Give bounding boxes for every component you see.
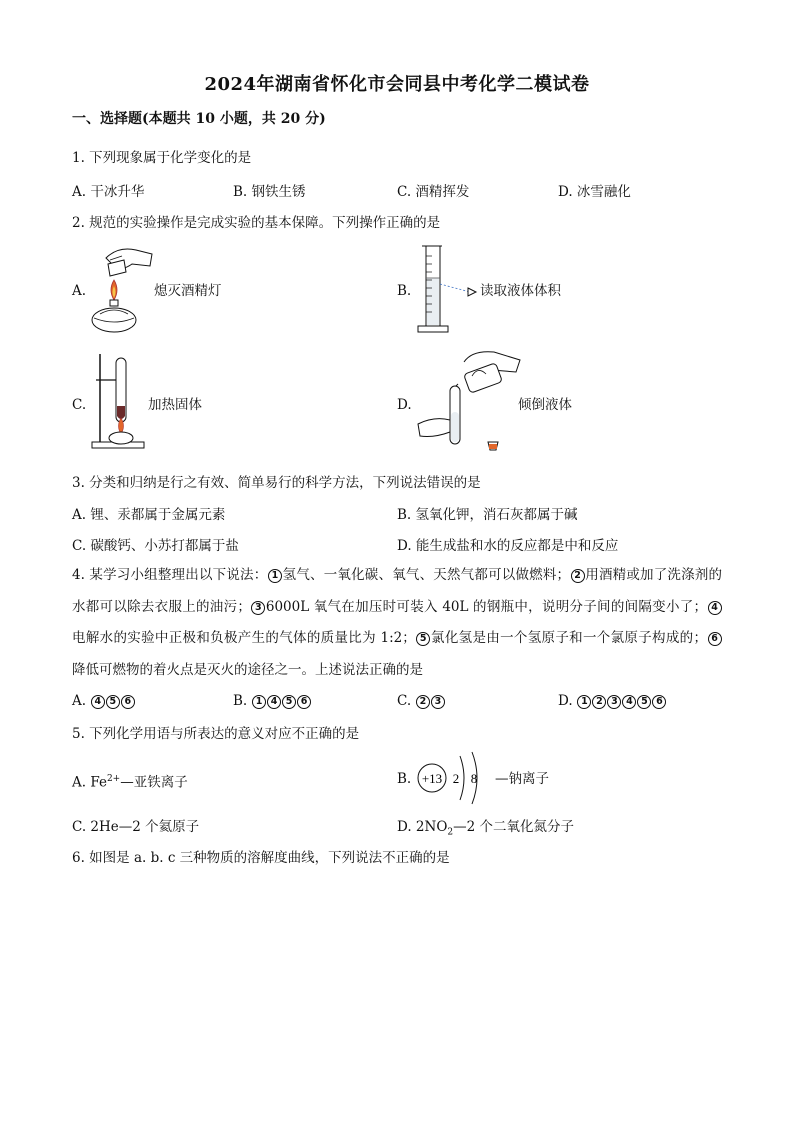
q4-option-a-letter: A. (72, 693, 91, 709)
circle-1: 1 (577, 695, 591, 709)
q5-d-meaning: —2 个二氧化氮分子 (453, 819, 575, 835)
q3-option-d[interactable]: D. 能生成盐和水的反应都是中和反应 (397, 538, 619, 554)
statement-6-marker: 6 (708, 632, 722, 646)
circle-1: 1 (252, 695, 266, 709)
circle-3: 3 (431, 695, 445, 709)
statement-2-marker: 2 (571, 569, 585, 583)
q4-option-d-letter: D. (558, 693, 577, 709)
q4-statement-3: 6000L 氧气在加压时可装入 40L 的钢瓶中，说明分子间的间隔变小了； (265, 598, 708, 615)
exam-title: 2024年湖南省怀化市会同县中考化学二模试卷 (204, 74, 590, 95)
statement-3-marker: 3 (251, 601, 265, 615)
circle-6: 6 (121, 695, 135, 709)
q4-intro: 某学习小组整理出以下说法： (89, 567, 268, 583)
q4-statement-4: 电解水的实验中正极和负极产生的气体的质量比为 1:2； (72, 630, 416, 646)
q5-b-meaning: —钠离子 (495, 771, 549, 787)
q6-stem: 6. 如图是 a. b. c 三种物质的溶解度曲线，下列说法不正确的是 (72, 850, 450, 866)
q2-caption-b: 读取液体体积 (480, 283, 561, 299)
shell-2-electrons: 8 (470, 771, 478, 786)
statement-1-marker: 1 (268, 569, 282, 583)
q2-caption-c: 加热固体 (148, 397, 202, 413)
q4-option-b-letter: B. (233, 693, 252, 709)
circle-4: 4 (267, 695, 281, 709)
circle-4: 4 (91, 695, 105, 709)
shell-1-electrons: 2 (452, 771, 460, 786)
q4-statement-5: 氯化氢是由一个氢原子和一个氯原子构成的； (430, 630, 707, 646)
q2-option-a-letter[interactable]: A. (72, 283, 87, 299)
graduated-cylinder-figure (416, 244, 482, 340)
q4-option-a[interactable] (72, 692, 135, 710)
q1-option-d[interactable]: D. 冰雪融化 (558, 184, 631, 200)
q4-option-c-letter: C. (397, 693, 416, 709)
statement-5-marker: 5 (416, 632, 430, 646)
circle-6: 6 (652, 695, 666, 709)
q3-stem: 3. 分类和归纳是行之有效、简单易行的科学方法，下列说法错误的是 (72, 475, 481, 491)
pouring-liquid-figure (414, 346, 524, 458)
q5-a-formula: A. Fe (72, 774, 107, 791)
q5-option-d[interactable] (397, 818, 574, 842)
q4-statement-2: 用酒精或加了洗涤剂的水都可以除去衣服上的油污； (72, 567, 723, 615)
circle-5: 5 (106, 695, 120, 709)
q3-option-c[interactable]: C. 碳酸钙、小苏打都属于盐 (72, 538, 239, 554)
q4-statement-6: 降低可燃物的着火点是灭火的途径之一。上述说法正确的是 (72, 661, 423, 678)
circle-2: 2 (416, 695, 430, 709)
q1-option-a[interactable]: A. 干冰升华 (72, 184, 145, 200)
q2-caption-a: 熄灭酒精灯 (154, 283, 222, 299)
circle-5: 5 (637, 695, 651, 709)
q4-number: 4. (72, 567, 90, 583)
nucleus-charge: +13 (421, 771, 443, 786)
q3-option-a[interactable]: A. 锂、汞都属于金属元素 (72, 507, 226, 523)
q1-option-b[interactable]: B. 钢铁生锈 (233, 184, 306, 200)
q2-caption-d: 倾倒液体 (518, 397, 572, 413)
circle-5: 5 (282, 695, 296, 709)
section-heading-choice: 一、选择题(本题共 10 小题，共 20 分) (72, 111, 326, 127)
q5-option-c[interactable]: C. 2He—2 个氦原子 (72, 819, 200, 835)
q5-d-subscript: 2 (447, 827, 454, 838)
q5-option-b-letter[interactable]: B. (397, 771, 412, 787)
q4-option-b[interactable] (233, 692, 312, 710)
circle-4: 4 (622, 695, 636, 709)
alcohol-lamp-cap-figure (88, 244, 154, 340)
q5-d-formula: D. 2NO (397, 819, 448, 835)
q2-option-d-letter[interactable]: D. (397, 397, 412, 413)
q1-option-c[interactable]: C. 酒精挥发 (397, 184, 470, 200)
circle-6: 6 (297, 695, 311, 709)
q2-option-b-letter[interactable]: B. (397, 283, 412, 299)
q5-stem: 5. 下列化学用语与所表达的意义对应不正确的是 (72, 726, 360, 742)
atomic-structure-diagram (416, 750, 496, 810)
q4-statement-1: 氢气、一氧化碳、氧气、天然气都可以做燃料； (282, 567, 571, 583)
q5-a-meaning: —亚铁离子 (120, 774, 188, 791)
heating-solid-figure (88, 350, 148, 454)
q3-option-b[interactable]: B. 氢氧化钾，消石灰都属于碱 (397, 507, 578, 523)
q2-option-c-letter[interactable]: C. (72, 397, 87, 413)
statement-4-marker: 4 (708, 601, 722, 615)
q4-option-c[interactable] (397, 692, 445, 710)
q2-stem: 2. 规范的实验操作是完成实验的基本保障。下列操作正确的是 (72, 215, 441, 231)
circle-3: 3 (607, 695, 621, 709)
q5-a-charge: 2+ (106, 774, 121, 784)
q4-option-d[interactable] (558, 692, 667, 710)
q1-stem: 1. 下列现象属于化学变化的是 (72, 150, 252, 166)
q5-option-a[interactable] (72, 770, 188, 792)
q4-stem (72, 560, 722, 686)
circle-2: 2 (592, 695, 606, 709)
